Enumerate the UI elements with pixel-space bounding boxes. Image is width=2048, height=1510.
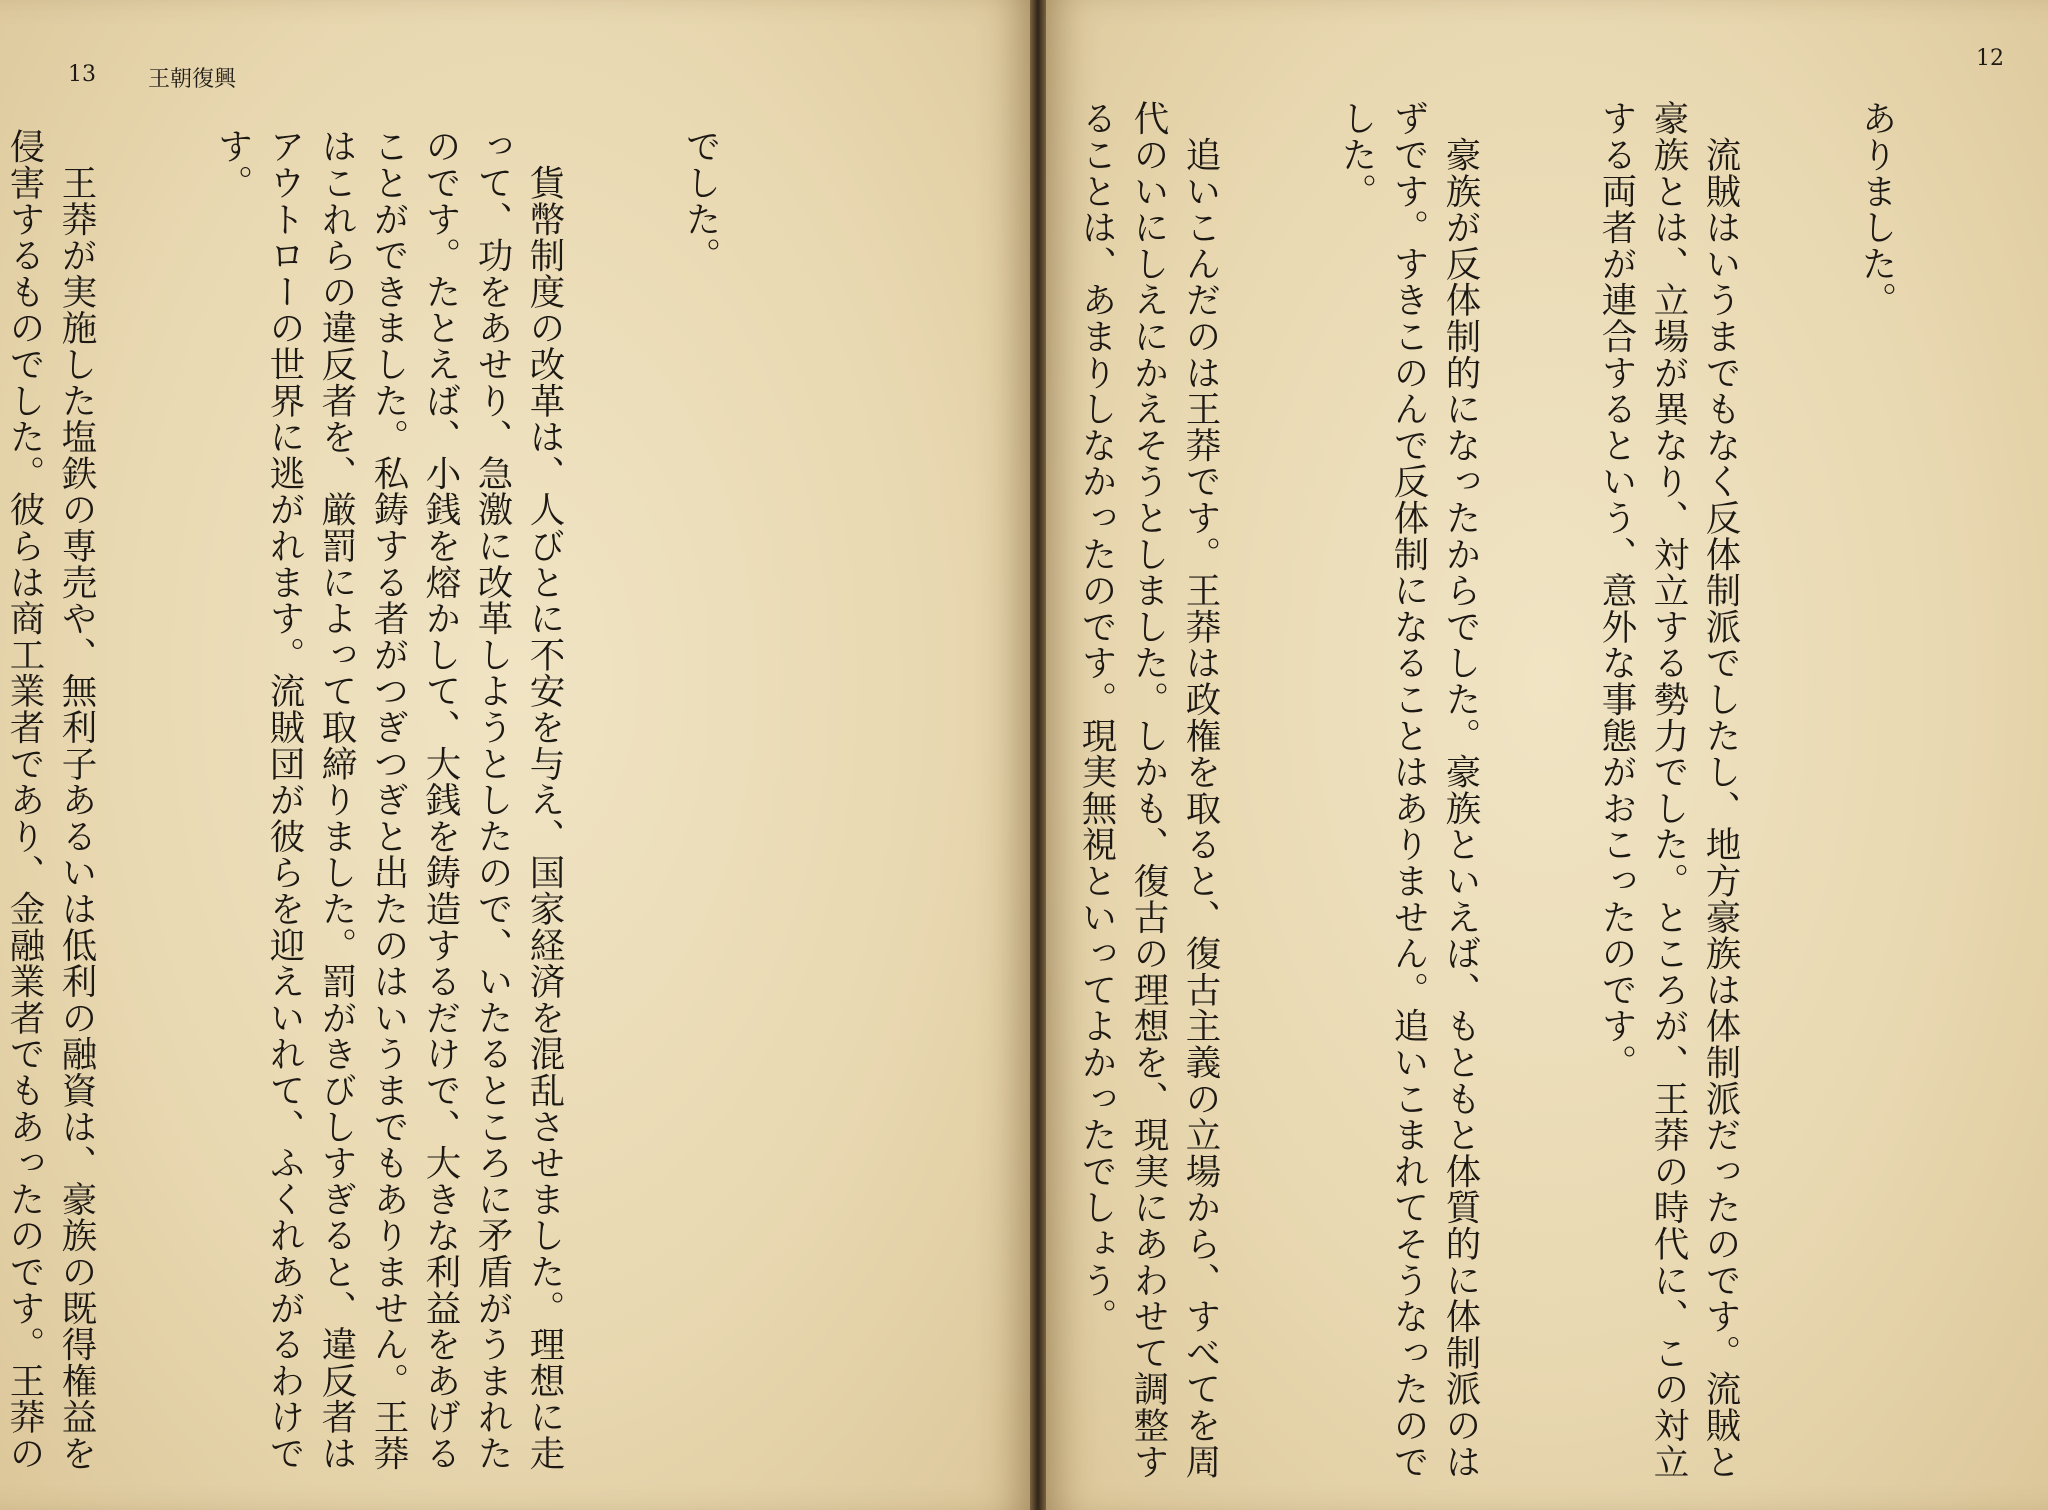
right-page bbox=[1046, 0, 2048, 1510]
page-number-right: 12 bbox=[1976, 46, 2004, 71]
book-gutter bbox=[1030, 0, 1046, 1510]
paragraph: 王莽が実施した塩鉄の専売や、無利子あるいは低利の融資は、豪族の既得権益を侵害するものでした。彼らは商工業者であり、金融業者でもあったのです。王莽の bbox=[4, 128, 97, 1472]
paragraph: でした。 bbox=[680, 128, 721, 274]
right-page-body bbox=[1076, 100, 2006, 1485]
paragraph: 豪族が反体制的になったからでした。豪族といえば、もともと体質的に体制派のはずです。すきこのんで反体制になることはありません。追いこまれてそうなったのでした。 bbox=[1336, 100, 1481, 1480]
left-page-body bbox=[4, 128, 830, 1488]
page-number-left: 13 bbox=[68, 62, 96, 87]
paragraph: 貨幣制度の改革は、人びとに不安を与え、国家経済を混乱させました。理想に走って、功をあせり、急激に改革しようとしたので、いたるところに矛盾がうまれたのです。たとえば、小銭を熔かして、大銭を鋳造するだけで、大きな利益をあげることができました。私鋳する者がつぎつぎと出たのはいうまでもありません。王莽はこれらの違反者を、厳罰によって取締りました。罰がきびしすぎると、違反者はアウトローの世界に逃がれます。流賊団が彼らを迎えいれて、ふくれあがるわけです。 bbox=[212, 128, 565, 1472]
paragraph: 流賊はいうまでもなく反体制派でしたし、地方豪族は体制派だったのです。流賊と豪族とは、立場が異なり、対立する勢力でした。ところが、王莽の時代に、この対立する両者が連合するという、意外な事態がおこったのです。 bbox=[1596, 100, 1741, 1480]
running-title: 王朝復興 bbox=[148, 67, 237, 92]
paragraph: ありました。 bbox=[1856, 100, 1897, 318]
paragraph: 追いこんだのは王莽です。王莽は政権を取ると、復古主義の立場から、すべてを周代のいにしえにかえそうとしました。しかも、復古の理想を、現実にあわせて調整することは、あまりしなかったのです。現実無視といってよかったでしょう。 bbox=[1076, 100, 1221, 1480]
